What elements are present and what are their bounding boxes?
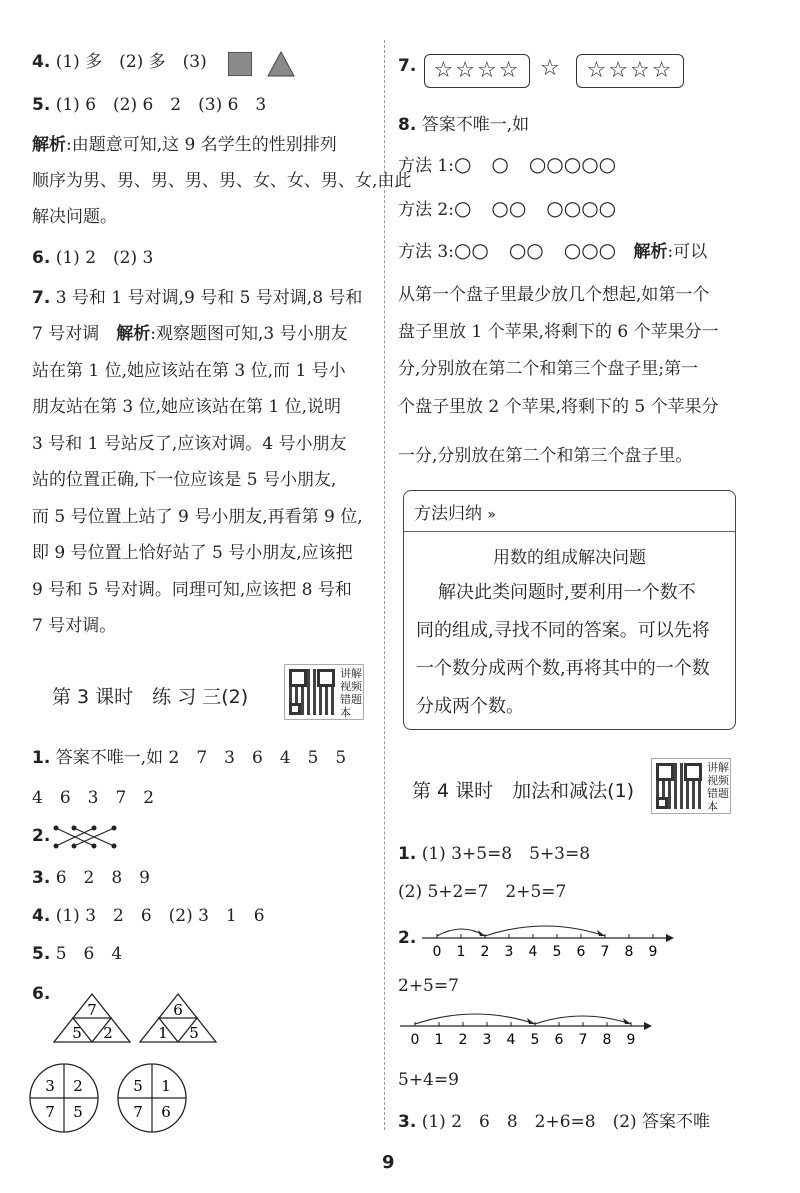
tri-left: 1 — [158, 1024, 168, 1042]
tick-label: 9 — [626, 1032, 636, 1048]
left-q5 — [32, 93, 266, 117]
circle-cell: 5 — [133, 1077, 143, 1095]
question-number: 7. — [398, 56, 417, 76]
left-p4 — [32, 904, 265, 928]
left-p6 — [32, 982, 50, 1006]
analysis-text: :可以 — [667, 242, 708, 262]
method-box-text: 同的组成,寻找不同的答案。可以先将 — [416, 620, 710, 641]
method-label: 方法 1: — [398, 156, 454, 176]
q7-text: 7 号对调 — [32, 324, 117, 344]
tick-label: 1 — [456, 944, 466, 960]
analysis-text: 站在第 1 位,她应该站在第 3 位,而 1 号小 — [32, 361, 346, 381]
circle-cell: 3 — [45, 1077, 55, 1095]
right-r3 — [398, 1110, 710, 1134]
r3-answer: (1) 2 6 8 2+6=8 (2) 答案不唯 — [421, 1112, 711, 1132]
question-number: 1. — [32, 748, 51, 768]
equation-2: 5+4=9 — [398, 1070, 459, 1090]
page-number: 9 — [382, 1152, 395, 1173]
double-arrow-icon: » — [487, 507, 496, 523]
lesson-4-title: 第 4 课时 加法和减法(1) — [412, 780, 635, 802]
q4-answer: (1) 多 (2) 多 (3) — [55, 52, 207, 72]
analysis-text: 顺序为男、男、男、男、男、女、女、男、女,由此 — [32, 171, 412, 191]
method-2 — [398, 196, 616, 222]
tick-label: 4 — [506, 1032, 516, 1048]
p4-answer: (1) 3 2 6 (2) 3 1 6 — [55, 906, 265, 926]
method-box-text: 解决此类问题时,要利用一个数不 — [438, 582, 696, 603]
number-triangle-2 — [138, 992, 218, 1044]
tick-label: 0 — [432, 944, 442, 960]
gray-square-icon — [228, 52, 252, 76]
method-1 — [398, 152, 616, 178]
tick-label: 5 — [530, 1032, 540, 1048]
method-3 — [398, 238, 707, 264]
equation-1: 2+5=7 — [398, 976, 459, 996]
number-circle-1 — [28, 1062, 100, 1134]
box-divider — [404, 531, 735, 532]
p1-answer: 答案不唯一,如 2 7 3 6 4 5 5 — [55, 748, 347, 768]
qr-code-video[interactable] — [651, 758, 731, 814]
p1-answer-cont: 4 6 3 7 2 — [32, 788, 155, 808]
circle-cell: 6 — [161, 1103, 171, 1121]
tick-label: 9 — [648, 944, 658, 960]
right-q7 — [398, 54, 416, 78]
method-box-text: 一个数分成两个数,再将其中的一个数 — [416, 658, 710, 679]
analysis-text: 7 号对调。 — [32, 616, 117, 636]
qr-caption: 讲解视频错题本 — [340, 667, 362, 719]
number-line-2 — [398, 1006, 658, 1050]
star-group-box-1: ☆☆☆☆ — [424, 54, 530, 88]
single-star: ☆ — [540, 56, 560, 81]
question-number: 3. — [398, 1112, 417, 1132]
q5-analysis-line — [32, 133, 337, 157]
left-p1 — [32, 746, 346, 770]
tick-label: 1 — [434, 1032, 444, 1048]
question-number: 4. — [32, 906, 51, 926]
analysis-text: 站的位置正确,下一位应该是 5 号小朋友, — [32, 470, 337, 490]
analysis-text: 分,分别放在第二个和第三个盘子里;第一 — [398, 359, 699, 379]
p3-answer: 6 2 8 9 — [55, 868, 150, 888]
analysis-text: 一分,分别放在第二个和第三个盘子里。 — [398, 446, 693, 466]
tick-label: 2 — [458, 1032, 468, 1048]
question-number: 4. — [32, 52, 51, 72]
analysis-text: 个盘子里放 2 个苹果,将剩下的 5 个苹果分 — [398, 397, 719, 417]
method-label: 方法 3: — [398, 242, 454, 262]
circle-group: ○○ ○○ ○○○ — [453, 238, 617, 262]
qr-code-icon — [656, 763, 702, 809]
q7-answer: 3 号和 1 号对调,9 号和 5 号对调,8 号和 — [55, 288, 363, 308]
analysis-text: 从第一个盘子里最少放几个想起,如第一个 — [398, 285, 710, 305]
method-box-title: 用数的组成解决问题 — [493, 548, 646, 568]
crossing-lines-diagram — [52, 822, 118, 852]
right-r1 — [398, 842, 590, 866]
tri-right: 2 — [103, 1024, 113, 1042]
method-label: 方法 2: — [398, 200, 454, 220]
question-number: 2. — [32, 826, 51, 846]
question-number: 6. — [32, 984, 51, 1004]
star-group-box-2: ☆☆☆☆ — [576, 54, 684, 88]
qr-code-video[interactable] — [284, 664, 364, 720]
tick-label: 3 — [482, 1032, 492, 1048]
qr-code-icon — [289, 669, 335, 715]
analysis-label: 解析 — [32, 135, 66, 155]
method-box-header — [414, 499, 496, 524]
analysis-text: :观察题图可知,3 号小朋友 — [150, 324, 348, 344]
analysis-text: 解决问题。 — [32, 207, 117, 227]
tick-label: 7 — [578, 1032, 588, 1048]
question-number: 3. — [32, 868, 51, 888]
number-line-1 — [420, 918, 680, 962]
right-r2 — [398, 926, 416, 950]
analysis-text: 3 号和 1 号站反了,应该对调。4 号小朋友 — [32, 434, 347, 454]
circle-cell: 5 — [73, 1103, 83, 1121]
tick-label: 6 — [554, 1032, 564, 1048]
tick-label: 6 — [576, 944, 586, 960]
analysis-text: 盘子里放 1 个苹果,将剩下的 6 个苹果分一 — [398, 322, 719, 342]
analysis-text: 9 号和 5 号对调。同理可知,应该把 8 号和 — [32, 580, 352, 600]
tick-label: 5 — [552, 944, 562, 960]
tick-label: 7 — [600, 944, 610, 960]
circle-cell: 1 — [161, 1077, 171, 1095]
tick-label: 4 — [528, 944, 538, 960]
question-number: 2. — [398, 928, 417, 948]
p5-answer: 5 6 4 — [55, 944, 123, 964]
left-q4 — [32, 50, 207, 74]
tri-right: 5 — [189, 1024, 199, 1042]
question-number: 5. — [32, 944, 51, 964]
left-p3 — [32, 866, 150, 890]
circle-group: ○ ○○ ○○○○ — [453, 196, 617, 220]
method-box-text: 分成两个数。 — [416, 696, 524, 717]
question-number: 7. — [32, 288, 51, 308]
number-triangle-1 — [52, 992, 132, 1044]
qr-caption: 讲解视频错题本 — [707, 761, 729, 813]
r1-answer: (1) 3+5=8 5+3=8 — [421, 844, 591, 864]
left-p5 — [32, 942, 122, 966]
analysis-text: 而 5 号位置上站了 9 号小朋友,再看第 9 位, — [32, 507, 363, 527]
circle-group: ○ ○ ○○○○○ — [453, 152, 617, 176]
right-q8 — [398, 113, 529, 137]
circle-cell: 7 — [45, 1103, 55, 1121]
number-circle-2 — [116, 1062, 188, 1134]
tri-left: 5 — [72, 1024, 82, 1042]
question-number: 1. — [398, 844, 417, 864]
tick-label: 8 — [602, 1032, 612, 1048]
q7-line2 — [32, 322, 348, 346]
question-number: 8. — [398, 115, 417, 135]
r1-answer-cont: (2) 5+2=7 2+5=7 — [398, 882, 567, 902]
circle-cell: 2 — [73, 1077, 83, 1095]
analysis-label: 解析 — [116, 324, 151, 344]
column-divider — [384, 40, 385, 1130]
tick-label: 3 — [504, 944, 514, 960]
q5-answer: (1) 6 (2) 6 2 (3) 6 3 — [55, 95, 267, 115]
tick-label: 8 — [624, 944, 634, 960]
lesson-3-title: 第 3 课时 练 习 三(2) — [52, 686, 249, 708]
method-summary-box — [403, 490, 736, 730]
left-p2 — [32, 824, 50, 848]
analysis-text: :由题意可知,这 9 名学生的性别排列 — [66, 135, 337, 155]
question-number: 5. — [32, 95, 51, 115]
tick-label: 0 — [410, 1032, 420, 1048]
tri-top: 6 — [173, 1001, 183, 1019]
circle-cell: 7 — [133, 1103, 143, 1121]
question-number: 6. — [32, 248, 51, 268]
q8-text: 答案不唯一,如 — [421, 115, 530, 135]
analysis-text: 朋友站在第 3 位,她应该站在第 1 位,说明 — [32, 397, 342, 417]
left-q6 — [32, 246, 153, 270]
left-q7 — [32, 286, 362, 310]
gray-triangle-icon — [266, 50, 296, 78]
method-box-header-text: 方法归纳 — [414, 504, 482, 524]
analysis-text: 即 9 号位置上恰好站了 5 号小朋友,应该把 — [32, 543, 353, 563]
q6-answer: (1) 2 (2) 3 — [55, 248, 154, 268]
analysis-label: 解析 — [633, 242, 668, 262]
tri-top: 7 — [87, 1001, 97, 1019]
tick-label: 2 — [480, 944, 490, 960]
